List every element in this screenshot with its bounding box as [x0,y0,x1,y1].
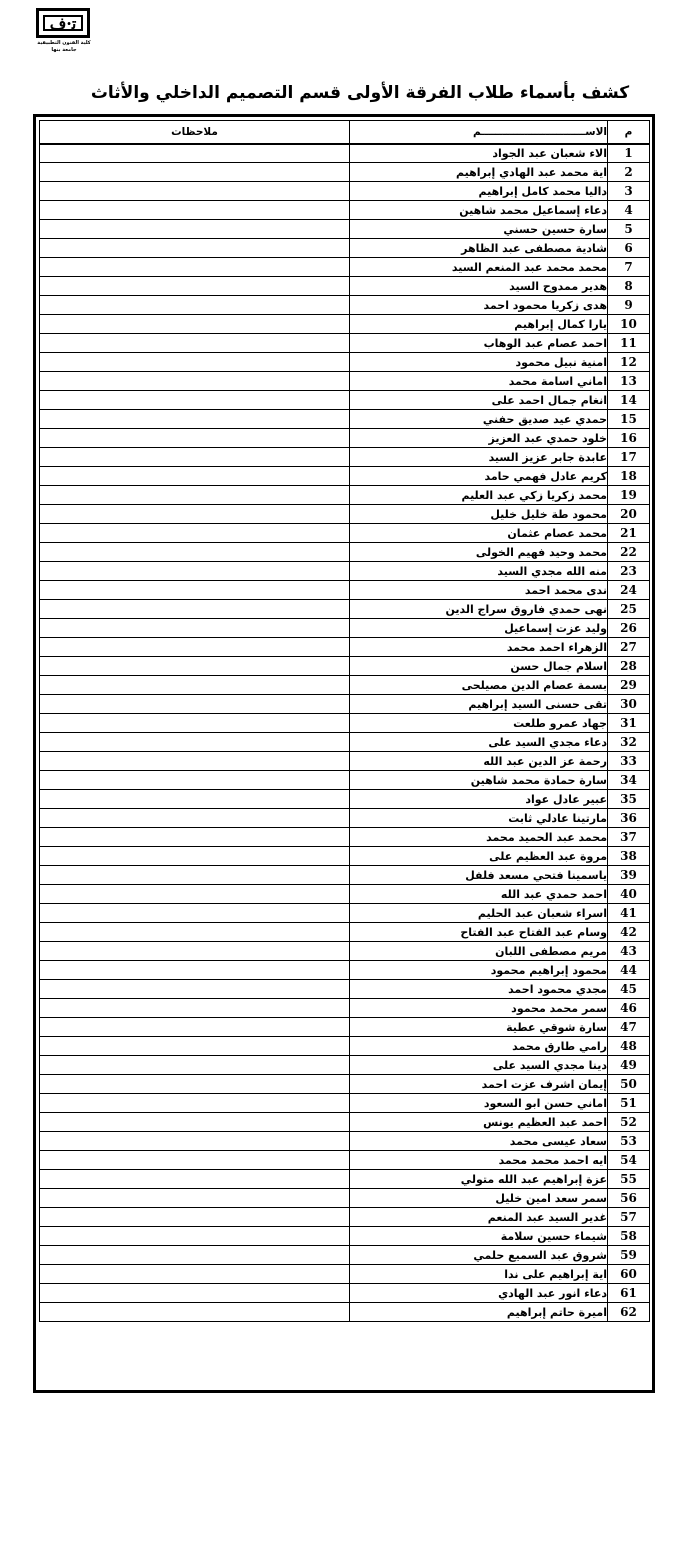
student-name: دعاء انور عبد الهادي [350,1284,608,1303]
notes-cell [40,353,350,372]
notes-cell [40,524,350,543]
notes-cell [40,144,350,163]
student-name: اسراء شعبان عبد الحليم [350,904,608,923]
notes-cell [40,1265,350,1284]
student-name: عابدة جابر عزيز السيد [350,448,608,467]
notes-cell [40,657,350,676]
student-name: الزهراء احمد محمد [350,638,608,657]
page-title: كشف بأسماء طلاب الفرقة الأولى قسم التصميم الداخلي والأثاث [90,83,630,103]
notes-cell [40,391,350,410]
logo-caption-university: جامعة بنها [51,47,77,53]
row-number: 9 [608,296,650,315]
row-number: 31 [608,714,650,733]
notes-cell [40,486,350,505]
table-row [40,771,650,790]
table-row [40,714,650,733]
student-name: هدير ممدوح السيد [350,277,608,296]
notes-cell [40,1303,350,1322]
student-roster-table [39,120,650,1322]
notes-cell [40,980,350,999]
row-number: 53 [608,1132,650,1151]
row-number: 17 [608,448,650,467]
row-number: 50 [608,1075,650,1094]
student-name: عبير عادل عواد [350,790,608,809]
notes-cell [40,923,350,942]
student-name: مروة عبد العظيم على [350,847,608,866]
notes-cell [40,866,350,885]
student-name: عزة إبراهيم عبد الله متولي [350,1170,608,1189]
notes-cell [40,258,350,277]
table-row [40,410,650,429]
table-row [40,790,650,809]
notes-cell [40,904,350,923]
notes-cell [40,1113,350,1132]
table-row [40,638,650,657]
notes-cell [40,1151,350,1170]
table-row [40,562,650,581]
student-name: غدير السيد عبد المنعم [350,1208,608,1227]
notes-cell [40,1075,350,1094]
student-name: إيمان اشرف عزت احمد [350,1075,608,1094]
row-number: 43 [608,942,650,961]
notes-cell [40,847,350,866]
notes-cell [40,182,350,201]
table-row [40,904,650,923]
notes-cell [40,334,350,353]
student-name: يارا كمال إبراهيم [350,315,608,334]
student-name: محمد زكريا زكي عبد العليم [350,486,608,505]
table-row [40,1227,650,1246]
table-row [40,999,650,1018]
student-name: حمدي عيد صديق حفني [350,410,608,429]
student-name: دعاء مجدي السيد على [350,733,608,752]
table-row [40,1246,650,1265]
student-name: تقى حسنى السيد إبراهيم [350,695,608,714]
table-row [40,524,650,543]
notes-cell [40,619,350,638]
student-name: ايه احمد محمد محمد [350,1151,608,1170]
row-number: 15 [608,410,650,429]
student-name: دعاء إسماعيل محمد شاهين [350,201,608,220]
row-number: 38 [608,847,650,866]
notes-cell [40,372,350,391]
notes-cell [40,220,350,239]
row-number: 55 [608,1170,650,1189]
row-number: 23 [608,562,650,581]
table-row [40,581,650,600]
row-number: 21 [608,524,650,543]
notes-cell [40,296,350,315]
table-row [40,733,650,752]
logo-caption-faculty: كلية الفنون التطبيقية [37,40,91,46]
row-number: 40 [608,885,650,904]
notes-cell [40,638,350,657]
notes-cell [40,1246,350,1265]
student-name: محمد محمد عبد المنعم السيد [350,258,608,277]
notes-cell [40,999,350,1018]
table-row [40,505,650,524]
table-row [40,353,650,372]
row-number: 6 [608,239,650,258]
table-row [40,980,650,999]
student-name: بسمة عصام الدين مصيلحى [350,676,608,695]
notes-cell [40,239,350,258]
row-number: 41 [608,904,650,923]
row-number: 56 [608,1189,650,1208]
notes-cell [40,277,350,296]
table-row [40,1170,650,1189]
notes-cell [40,505,350,524]
row-number: 14 [608,391,650,410]
row-number: 4 [608,201,650,220]
row-number: 39 [608,866,650,885]
notes-cell [40,1132,350,1151]
table-row [40,144,650,163]
row-number: 13 [608,372,650,391]
student-name: سمر سعد امين خليل [350,1189,608,1208]
logo-emblem: ﺗ·ﻑ [36,8,90,38]
notes-cell [40,1094,350,1113]
row-number: 58 [608,1227,650,1246]
student-name: هدى زكريا محمود احمد [350,296,608,315]
table-row [40,1189,650,1208]
table-row [40,486,650,505]
student-name: شيماء حسين سلامة [350,1227,608,1246]
row-number: 60 [608,1265,650,1284]
notes-cell [40,714,350,733]
table-row [40,467,650,486]
row-number: 8 [608,277,650,296]
notes-cell [40,828,350,847]
table-row [40,258,650,277]
row-number: 11 [608,334,650,353]
notes-cell [40,201,350,220]
student-roster-sheet [33,114,655,1393]
table-row [40,752,650,771]
row-number: 47 [608,1018,650,1037]
student-name: انغام جمال احمد على [350,391,608,410]
notes-cell [40,410,350,429]
table-row [40,809,650,828]
student-name: منه الله مجدي السيد [350,562,608,581]
table-row [40,391,650,410]
student-name: محمد وحيد فهيم الخولى [350,543,608,562]
table-row [40,600,650,619]
row-number: 62 [608,1303,650,1322]
table-row [40,277,650,296]
table-row [40,239,650,258]
roster-body [40,144,650,1322]
row-number: 48 [608,1037,650,1056]
notes-cell [40,790,350,809]
notes-cell [40,1170,350,1189]
student-name: وسام عبد الفتاح عبد الفتاح [350,923,608,942]
row-number: 54 [608,1151,650,1170]
student-name: احمد عبد العظيم يونس [350,1113,608,1132]
student-name: ندى محمد احمد [350,581,608,600]
row-number: 12 [608,353,650,372]
row-number: 5 [608,220,650,239]
notes-cell [40,600,350,619]
table-row [40,543,650,562]
table-row [40,1132,650,1151]
column-header-name: الاســـــــــــــــــــــــــــــم [350,121,608,144]
table-row [40,847,650,866]
notes-cell [40,809,350,828]
student-name: رامي طارق محمد [350,1037,608,1056]
table-row [40,885,650,904]
row-number: 16 [608,429,650,448]
row-number: 32 [608,733,650,752]
student-name: محمد عصام عثمان [350,524,608,543]
student-name: شادية مصطفى عبد الظاهر [350,239,608,258]
notes-cell [40,752,350,771]
table-row [40,1284,650,1303]
row-number: 28 [608,657,650,676]
row-number: 46 [608,999,650,1018]
student-name: اماني اسامة محمد [350,372,608,391]
table-row [40,1018,650,1037]
table-row [40,619,650,638]
row-number: 3 [608,182,650,201]
notes-cell [40,581,350,600]
student-name: سارة حمادة محمد شاهين [350,771,608,790]
student-name: كريم عادل فهمي حامد [350,467,608,486]
table-row [40,315,650,334]
student-name: الاء شعبان عبد الجواد [350,144,608,163]
table-row [40,182,650,201]
notes-cell [40,961,350,980]
student-name: مارتينا عادلي ثابت [350,809,608,828]
row-number: 7 [608,258,650,277]
student-name: محمود طة خليل خليل [350,505,608,524]
table-row [40,866,650,885]
table-row [40,1056,650,1075]
row-number: 34 [608,771,650,790]
notes-cell [40,1056,350,1075]
row-number: 19 [608,486,650,505]
table-row [40,220,650,239]
notes-cell [40,467,350,486]
row-number: 59 [608,1246,650,1265]
notes-cell [40,695,350,714]
notes-cell [40,562,350,581]
notes-cell [40,733,350,752]
faculty-logo [34,8,94,54]
row-number: 20 [608,505,650,524]
row-number: 52 [608,1113,650,1132]
table-row [40,695,650,714]
notes-cell [40,448,350,467]
table-row [40,676,650,695]
notes-cell [40,942,350,961]
table-row [40,1075,650,1094]
student-name: رحمة عز الدين عبد الله [350,752,608,771]
row-number: 61 [608,1284,650,1303]
table-row [40,1151,650,1170]
student-name: اية إبراهيم على ندا [350,1265,608,1284]
row-number: 44 [608,961,650,980]
table-header-row [40,121,650,144]
notes-cell [40,429,350,448]
student-name: اميرة حاتم إبراهيم [350,1303,608,1322]
student-name: مريم مصطفى اللبان [350,942,608,961]
row-number: 45 [608,980,650,999]
row-number: 26 [608,619,650,638]
notes-cell [40,1018,350,1037]
row-number: 1 [608,144,650,163]
table-row [40,1208,650,1227]
student-name: سمر محمد محمود [350,999,608,1018]
student-name: وليد عزت إسماعيل [350,619,608,638]
student-name: اية محمد عبد الهادي إبراهيم [350,163,608,182]
student-name: احمد عصام عبد الوهاب [350,334,608,353]
notes-cell [40,1037,350,1056]
row-number: 51 [608,1094,650,1113]
column-header-number: م [608,121,650,144]
student-name: مجدي محمود احمد [350,980,608,999]
student-name: اسلام جمال حسن [350,657,608,676]
row-number: 2 [608,163,650,182]
table-row [40,429,650,448]
row-number: 36 [608,809,650,828]
student-name: اماني حسن ابو السعود [350,1094,608,1113]
student-name: سعاد عيسى محمد [350,1132,608,1151]
student-name: محمود إبراهيم محمود [350,961,608,980]
student-name: خلود حمدي عبد العزيز [350,429,608,448]
table-row [40,372,650,391]
column-header-notes: ملاحظات [40,121,350,144]
student-name: نهى حمدي فاروق سراج الدين [350,600,608,619]
row-number: 29 [608,676,650,695]
student-name: داليا محمد كامل إبراهيم [350,182,608,201]
student-name: جهاد عمرو طلعت [350,714,608,733]
notes-cell [40,163,350,182]
row-number: 37 [608,828,650,847]
table-row [40,942,650,961]
student-name: امنية نبيل محمود [350,353,608,372]
student-name: محمد عبد الحميد محمد [350,828,608,847]
notes-cell [40,1227,350,1246]
notes-cell [40,1189,350,1208]
table-row [40,448,650,467]
row-number: 27 [608,638,650,657]
notes-cell [40,771,350,790]
table-row [40,1303,650,1322]
student-name: شروق عبد السميع حلمي [350,1246,608,1265]
table-row [40,201,650,220]
notes-cell [40,676,350,695]
table-row [40,1094,650,1113]
row-number: 22 [608,543,650,562]
notes-cell [40,543,350,562]
table-row [40,334,650,353]
row-number: 35 [608,790,650,809]
row-number: 10 [608,315,650,334]
row-number: 24 [608,581,650,600]
row-number: 42 [608,923,650,942]
student-name: سارة حسين حسني [350,220,608,239]
row-number: 25 [608,600,650,619]
notes-cell [40,315,350,334]
row-number: 30 [608,695,650,714]
student-name: سارة شوقي عطية [350,1018,608,1037]
student-name: ياسمينا فتحي مسعد فلفل [350,866,608,885]
notes-cell [40,1284,350,1303]
student-name: دينا مجدي السيد على [350,1056,608,1075]
table-row [40,657,650,676]
table-row [40,961,650,980]
table-row [40,1113,650,1132]
notes-cell [40,885,350,904]
row-number: 49 [608,1056,650,1075]
table-row [40,1037,650,1056]
table-row [40,296,650,315]
table-row [40,828,650,847]
row-number: 18 [608,467,650,486]
table-row [40,1265,650,1284]
student-name: احمد حمدي عبد الله [350,885,608,904]
table-row [40,163,650,182]
row-number: 33 [608,752,650,771]
row-number: 57 [608,1208,650,1227]
notes-cell [40,1208,350,1227]
table-row [40,923,650,942]
